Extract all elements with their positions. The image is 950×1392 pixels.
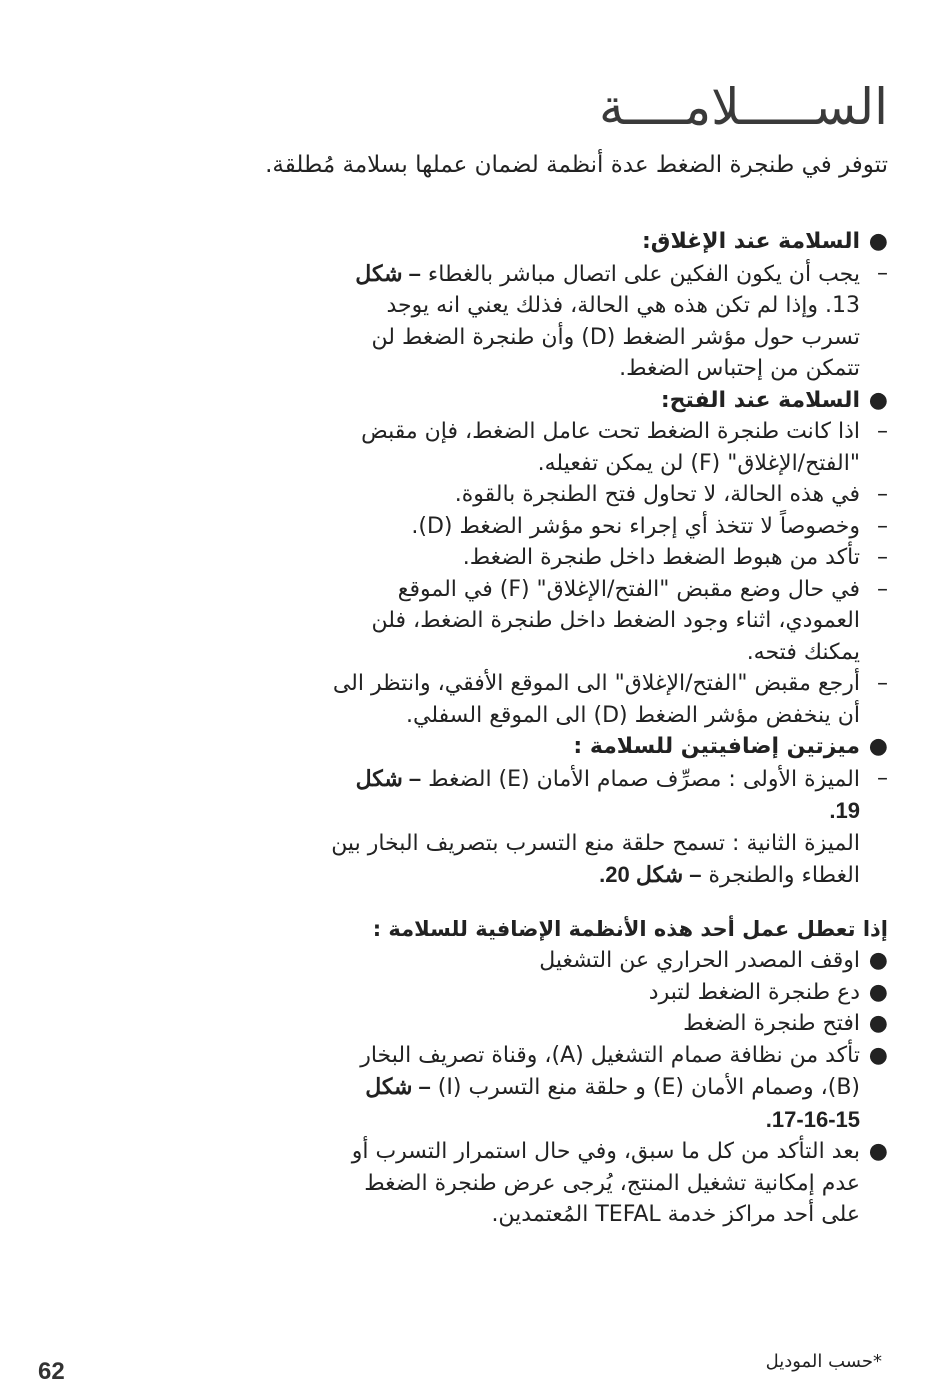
failure-item-5: ● بعد التأكد من كل ما سبق، وفي حال استمرار التسرب أو عدم إمكانية تشغيل المنتج، يُرجى عرض طنجرة الضغط على أحد مراكز خدمة TEFAL المُعتمدين. bbox=[328, 1136, 888, 1231]
failure-heading: إذا تعطل عمل أحد هذه الأنظمة الإضافية للسلامة : bbox=[372, 916, 888, 941]
feature-item-2: الميزة الثانية : تسمح حلقة منع التسرب بتصريف البخار بين الغطاء والطنجرة – شكل 20. bbox=[331, 830, 860, 888]
closing-item-6: – أرجع مقبض "الفتح/الإغلاق" الى الموقع الأفقي، وانتظر الى أن ينخفض مؤشر الضغط (D) الى الموقع السفلي. bbox=[328, 668, 888, 731]
bullet-icon: ● bbox=[868, 387, 888, 413]
closing-item-1: – اذا كانت طنجرة الضغط تحت عامل الضغط، فإن مقبض "الفتح/الإغلاق" (F) لن يمكن تفعيله. bbox=[328, 416, 888, 479]
bullet-icon: ● bbox=[868, 1042, 888, 1068]
dash-icon: – bbox=[877, 482, 888, 507]
dash-icon: – bbox=[877, 545, 888, 570]
closing-item-3: – وخصوصاً لا تتخذ أي إجراء نحو مؤشر الضغط (D). bbox=[328, 511, 888, 543]
bullet-icon: ● bbox=[868, 1139, 888, 1164]
bullet-icon: ● bbox=[868, 1011, 888, 1036]
failure-item-2: ● دع طنجرة الضغط لتبرد bbox=[328, 977, 888, 1009]
dash-icon: – bbox=[877, 260, 888, 286]
bullet-icon: ● bbox=[868, 979, 888, 1005]
dash-icon: – bbox=[877, 419, 888, 444]
closing-item-2: – في هذه الحالة، لا تحاول فتح الطنجرة بالقوة. bbox=[328, 479, 888, 511]
intro-paragraph: تتوفر في طنجرة الضغط عدة أنظمة لضمان عملها بسلامة مُطلقة. bbox=[265, 152, 888, 178]
failure-item-3: ● افتح طنجرة الضغط bbox=[328, 1008, 888, 1040]
figure-ref: – شكل bbox=[365, 1074, 431, 1099]
closing-item-4: – تأكد من هبوط الضغط داخل طنجرة الضغط. bbox=[328, 542, 888, 574]
page-title: الســـــلامــــة bbox=[599, 78, 888, 136]
dash-icon: – bbox=[877, 513, 888, 539]
bullet-icon: ● bbox=[868, 948, 888, 973]
dash-icon: – bbox=[877, 671, 888, 696]
opening-safety-heading: ● السلامة عند الإغلاق: bbox=[328, 226, 888, 258]
figure-number: 15-16-17. bbox=[765, 1106, 860, 1132]
bullet-icon: ● bbox=[868, 734, 888, 759]
figure-ref: – شكل bbox=[355, 260, 421, 286]
opening-item-1: – يجب أن يكون الفكين على اتصال مباشر بالغطاء – شكل 13. وإذا لم تكن هذه هي الحالة، فذلك يعني انه يوجد تسرب حول مؤشر الضغط (D) وأن طنجرة الضغط لن تتمكن من إحتباس الضغط. bbox=[328, 258, 888, 385]
content-column bbox=[328, 226, 888, 1231]
failure-item-1: ● اوقف المصدر الحراري عن التشغيل bbox=[328, 945, 888, 977]
closing-item-5: – في حال وضع مقبض "الفتح/الإغلاق" (F) في الموقع العمودي، اثناء وجود الضغط داخل طنجرة الضغط، فلن يمكنك فتحه. bbox=[328, 574, 888, 669]
extra-features-heading: ● ميزتين إضافيتين للسلامة : bbox=[328, 731, 888, 763]
page-number: 62 bbox=[38, 1358, 65, 1385]
figure-ref: – شكل 20. bbox=[599, 862, 702, 887]
figure-ref: – شكل bbox=[355, 765, 422, 791]
footnote: *حسب الموديل bbox=[765, 1351, 882, 1372]
figure-number: 19. bbox=[829, 798, 860, 823]
closing-safety-heading: ● السلامة عند الفتح: bbox=[328, 385, 888, 417]
bullet-icon: ● bbox=[868, 229, 888, 254]
feature-item-1: – الميزة الأولى : مصرِّف صمام الأمان (E) الضغط – شكل 19. bbox=[328, 763, 888, 828]
dash-icon: – bbox=[877, 576, 888, 602]
failure-item-4: ● تأكد من نظافة صمام التشغيل (A)، وقناة تصريف البخار (B)، وصمام الأمان (E) و حلقة منع التسرب (I) – شكل 15-16-17. bbox=[328, 1040, 888, 1137]
dash-icon: – bbox=[877, 765, 888, 791]
